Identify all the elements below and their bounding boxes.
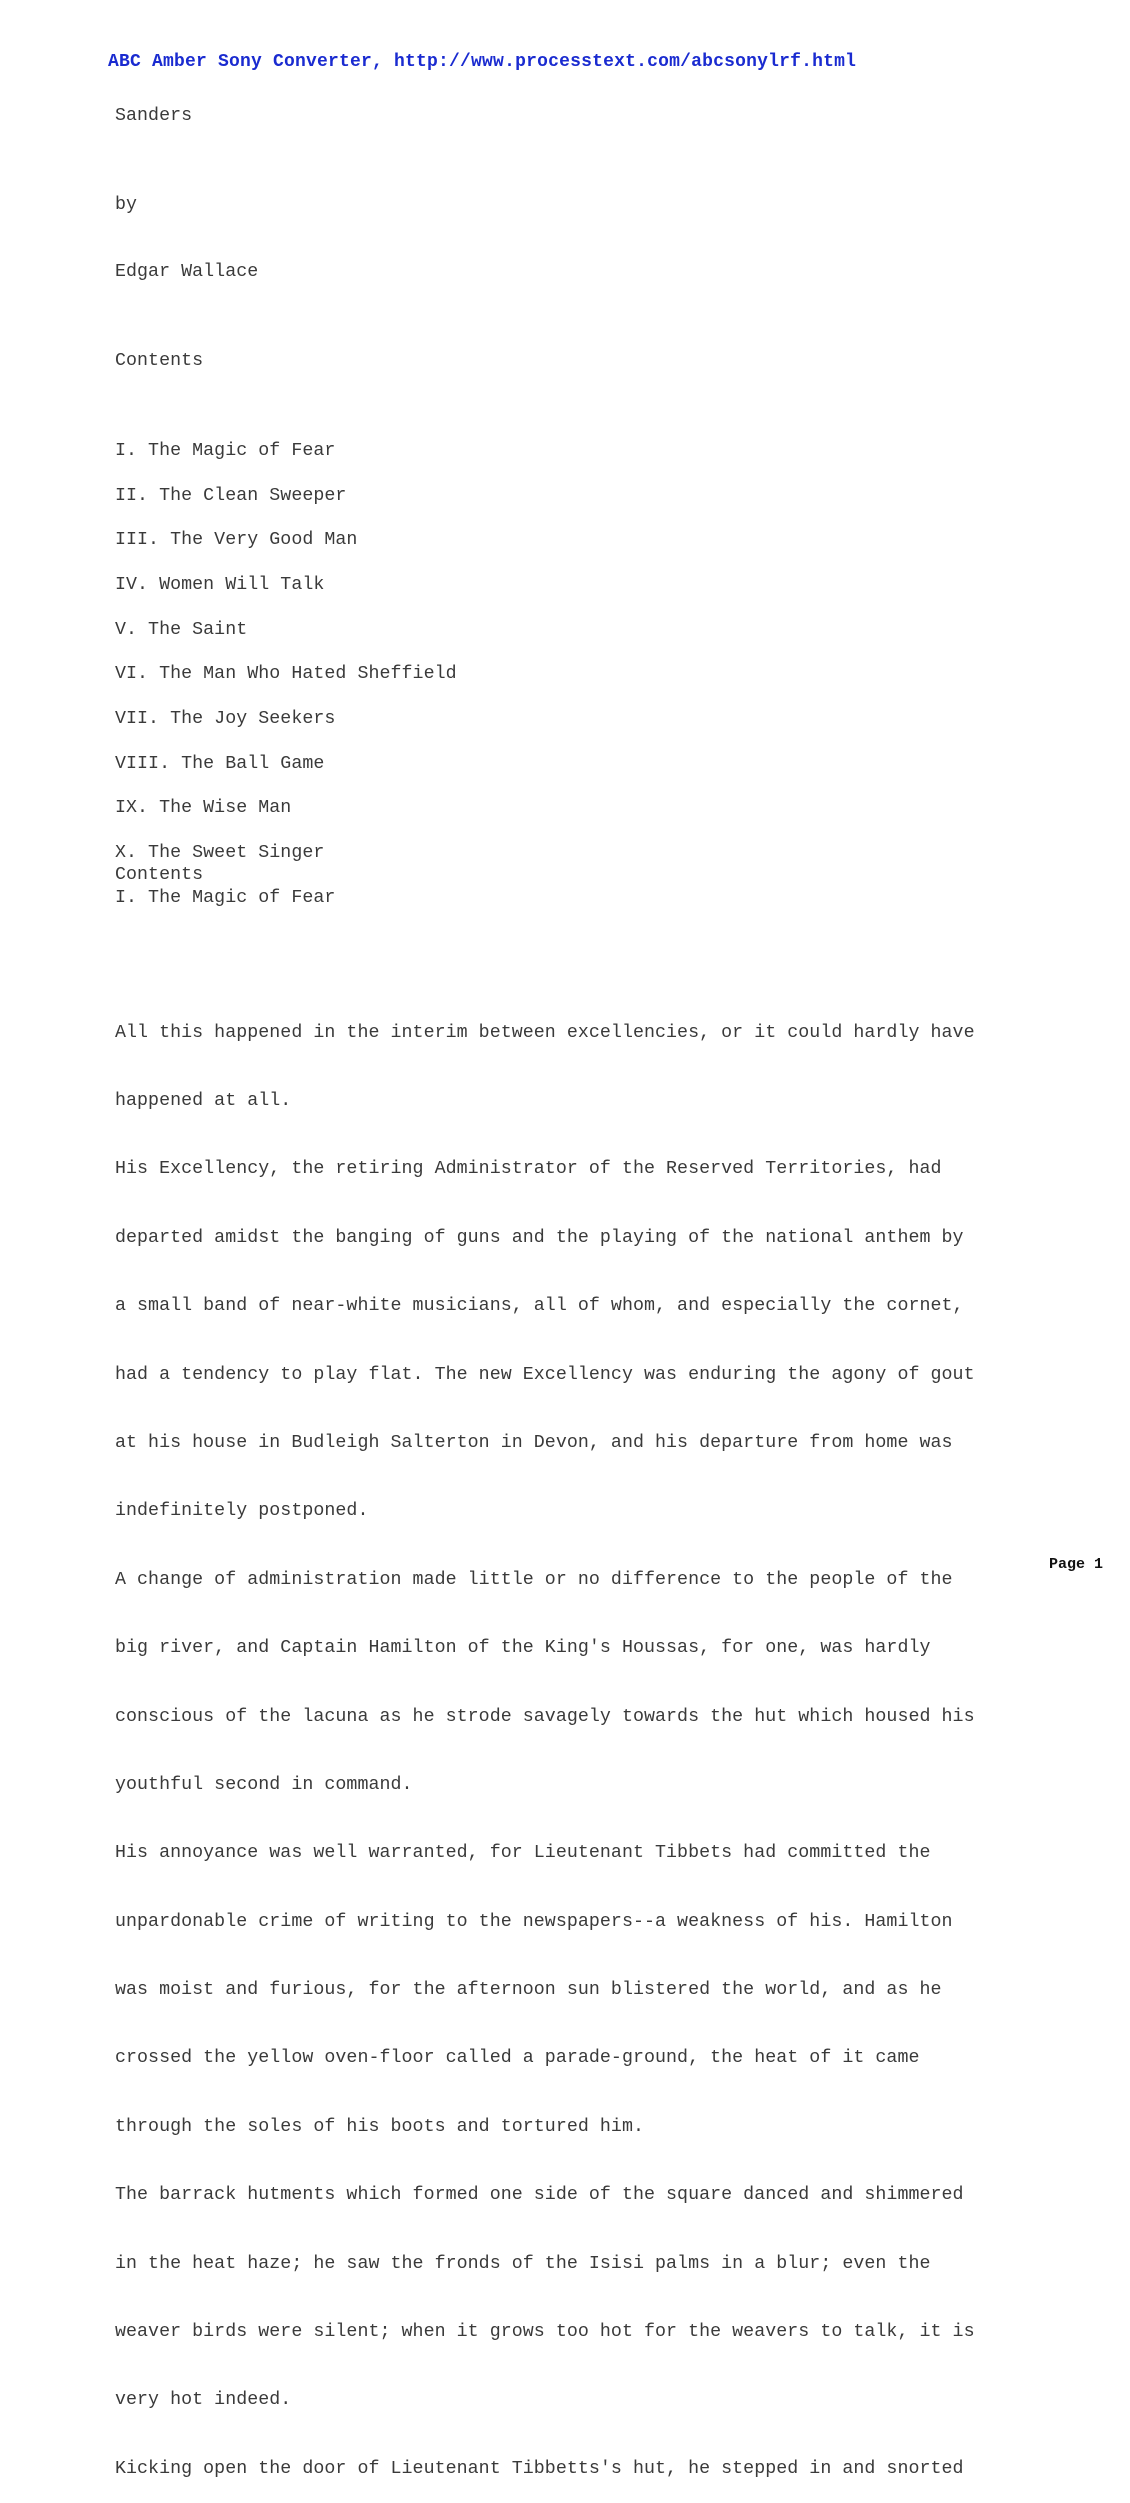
page-number: Page 1 xyxy=(1048,1556,1103,1573)
body-line: very hot indeed. xyxy=(115,2390,292,2411)
toc-item[interactable]: III. The Very Good Man xyxy=(115,530,358,550)
book-by: by xyxy=(115,195,138,215)
toc-item[interactable]: IX. The Wise Man xyxy=(115,798,292,818)
body-line: had a tendency to play flat. The new Excellency was enduring the agony of gout xyxy=(115,1364,975,1385)
body-line: A change of administration made little or no difference to the people of the xyxy=(115,1569,953,1590)
body-line: departed amidst the banging of guns and the playing of the national anthem by xyxy=(115,1227,964,1248)
body-line: Kicking open the door of Lieutenant Tibbetts's hut, he stepped in and snorted xyxy=(115,2458,964,2479)
body-line: big river, and Captain Hamilton of the King's Houssas, for one, was hardly xyxy=(115,1638,931,1659)
converter-header-link[interactable]: ABC Amber Sony Converter, http://www.processtext.com/abcsonylrf.html xyxy=(108,52,857,72)
body-line: conscious of the lacuna as he strode savagely towards the hut which housed his xyxy=(115,1706,975,1727)
body-line: a small band of near-white musicians, all of whom, and especially the cornet, xyxy=(115,1296,964,1317)
chapter-body xyxy=(115,976,1035,2503)
toc-item[interactable]: VIII. The Ball Game xyxy=(115,754,325,774)
toc-item[interactable]: V. The Saint xyxy=(115,620,248,640)
body-line: The barrack hutments which formed one side of the square danced and shimmered xyxy=(115,2185,964,2206)
chapter-heading: I. The Magic of Fear xyxy=(115,888,336,908)
toc-item[interactable]: II. The Clean Sweeper xyxy=(115,486,347,506)
book-author: Edgar Wallace xyxy=(115,262,259,282)
book-title: Sanders xyxy=(115,106,193,126)
body-line: His annoyance was well warranted, for Lieutenant Tibbets had committed the xyxy=(115,1843,931,1864)
toc-item[interactable]: X. The Sweet Singer xyxy=(115,843,325,863)
body-line: was moist and furious, for the afternoon sun blistered the world, and as he xyxy=(115,1980,942,2001)
body-line: youthful second in command. xyxy=(115,1774,413,1795)
toc-item[interactable]: IV. Women Will Talk xyxy=(115,575,325,595)
body-line: All this happened in the interim between excellencies, or it could hardly have xyxy=(115,1022,975,1043)
body-line: at his house in Budleigh Salterton in Devon, and his departure from home was xyxy=(115,1432,953,1453)
body-line: in the heat haze; he saw the fronds of the Isisi palms in a blur; even the xyxy=(115,2253,931,2274)
toc-item[interactable]: I. The Magic of Fear xyxy=(115,441,336,461)
body-line: His Excellency, the retiring Administrator of the Reserved Territories, had xyxy=(115,1159,942,1180)
body-line: indefinitely postponed. xyxy=(115,1501,369,1522)
contents-heading: Contents xyxy=(115,351,204,371)
toc-item[interactable]: VII. The Joy Seekers xyxy=(115,709,336,729)
body-line: unpardonable crime of writing to the newspapers--a weakness of his. Hamilton xyxy=(115,1911,953,1932)
body-line: through the soles of his boots and tortured him. xyxy=(115,2116,644,2137)
body-line: crossed the yellow oven-floor called a parade-ground, the heat of it came xyxy=(115,2048,920,2069)
contents-back-link[interactable]: Contents xyxy=(115,865,204,885)
body-line: weaver birds were silent; when it grows too hot for the weavers to talk, it is xyxy=(115,2322,975,2343)
toc-item[interactable]: VI. The Man Who Hated Sheffield xyxy=(115,664,457,684)
body-line: happened at all. xyxy=(115,1090,292,1111)
